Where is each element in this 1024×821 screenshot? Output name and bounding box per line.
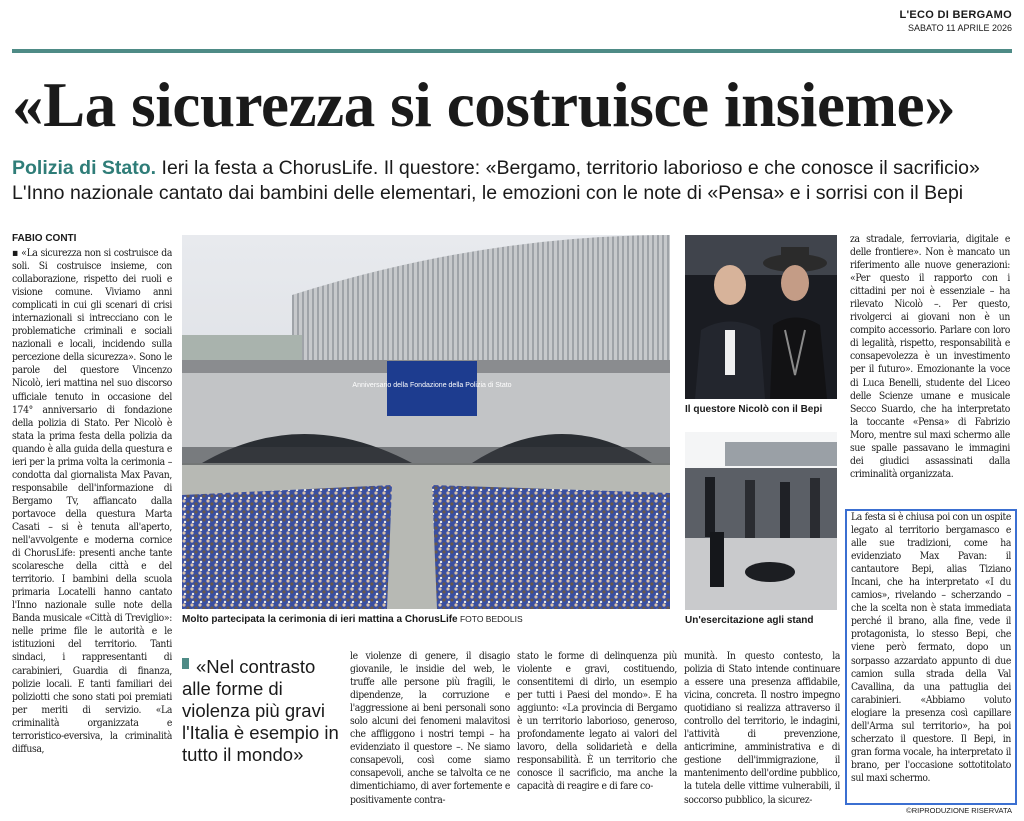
copyright-notice: ©RIPRODUZIONE RISERVATA xyxy=(906,806,1012,815)
article-column-5-highlighted: La festa si è chiusa poi con un ospite legato al territorio bergamasco e alle sue tradizioni, come ha evidenziato Max Pavan: il cantautore Bepi, alias Tiziano Incani, che ha interpretato «I du camios», rivelando – scherzando – che la scelta non è stata immediata perché il brano, alla fine, vede il protagonista, lo stesso Bepi, che viene però fermato, dopo un sorpasso azzardato appunto di due camion sulla strada della Val Cavallina, da una pattuglia dei carabinieri. «Abbiamo voluto elogiare la presenza così capillare dell'Arma sul territorio», ha poi scherzato il questore. Il Bepi, in gran forma vocale, ha interpretato il brano, per l'occasione sottotitolato sul maxi schermo. xyxy=(851,511,1011,784)
byline: FABIO CONTI xyxy=(12,233,77,244)
photo-credit: FOTO BEDOLIS xyxy=(457,614,523,624)
article-column-5: za stradale, ferroviaria, digitale e delle frontiere». Non è mancato un riferimento alle nuove generazioni: «Per questo il rapporto con i cittadini per noi è essenziale – ha rilevato Nicolò –. Per questo, rivolgerci ai giovani non è un compito accessorio. Parlare con loro di legalità, rispetto, responsabilità e consapevolezza è un investimento per il futuro». Emozionante la voce di Luca Benelli, studente del Liceo delle Scienze umane e musicale Secco Suardo, che ha interpretato la toccante «Pensa» di Fabrizio Moro, mentre sul maxi schermo alle sue spalle passavano le immagini dei giudici assassinati dalla criminalità organizzata. xyxy=(850,233,1010,480)
deck-line-2: L'Inno nazionale cantato dai bambini delle elementari, le emozioni con le note di «Pensa» e i sorrisi con il Bepi xyxy=(12,182,964,204)
questore-photo xyxy=(685,235,837,399)
article-column-4: munità. In questo contesto, la polizia di Stato intende continuare a essere una presenza affidabile, vicina, concreta. Il nostro impegno quotidiano si realizza attraverso il controllo del territorio, le indagini, l'attività di prevenzione, anticrimine, amministrativa e di gestione dell'immigrazione, il mantenimento dell'ordine pubblico, la tutela delle vittime vulnerabili, il soccorso pubblico, la sicurez- xyxy=(684,650,840,806)
questore-bepi-image xyxy=(685,235,837,399)
article-column-1: ▪ «La sicurezza non si costruisce da soli. Si costruisce insieme, con collaborazione, rispetto dei ruoli e visione comune. Viviamo anni complicati in cui gli scenari di crisi internazionali si intrecciano con le problematiche criminali e sociali nazionali e locali, incidendo sulla percezione della sicurezza». Sono le parole del questore Vincenzo Nicolò, ieri mattina nel suo discorso ufficiale tenuto in occasione del 174° anniversario di fondazione della polizia di Stato. Per Nicolò è stata la prima festa della polizia da quando è alla guida della questura e ieri per la prima volta la cerimonia – condotta dal giornalista Max Pavan, responsabile dell'informazione di Bergamo Tv, affiancato dalla portavoce della questura Marta Casati – si è tenuta all'aperto, nell'avvolgente e moderna cornice di ChorusLife: presenti anche tante scolaresche della città e del territorio. I bambini della scuola primaria Locatelli hanno cantato l'Inno nazionale sulle note della Banda musicale «Città di Treviglio»: nelle prime file le autorità e le istituzioni del territorio. Tanti sindaci, i rappresentanti di carabinieri, Guardia di finanza, polizie locali. E tanti familiari dei poliziotti che sono stati poi premiati per meriti di servizio. «La criminalità organizzata e terroristico-eversiva, la criminalità diffusa, xyxy=(12,247,172,755)
exercise-image xyxy=(685,432,837,610)
newspaper-name: L'ECO DI BERGAMO xyxy=(899,9,1012,21)
stand-photo xyxy=(685,432,837,610)
pullquote: «Nel contrasto alle forme di violenza più gravi l'Italia è esempio in tutto il mondo» xyxy=(182,656,339,765)
article-column-2: le violenze di genere, il disagio giovanile, le insidie del web, le truffe alle persone più fragili, le dipendenze, la corruzione e l'aggressione ai beni personali sono solo alcuni dei fenomeni malavitosi che affliggono i nostri tempi – ha evidenziato il questore –. Ne siamo consapevoli, così come siamo consapevoli, anche se talvolta ce ne dimentichiamo, di aver fortemente e positivamente contra- xyxy=(350,650,510,806)
deck xyxy=(12,156,1012,206)
top-rule xyxy=(12,49,1012,53)
deck-line-1: Ieri la festa a ChorusLife. Il questore: «Bergamo, territorio laborioso e che conosce il sacrificio» xyxy=(156,157,980,179)
main-photo xyxy=(182,235,670,609)
headline: «La sicurezza si costruisce insieme» xyxy=(12,70,956,140)
main-caption-text: Molto partecipata la cerimonia di ieri mattina a ChorusLife xyxy=(182,614,458,625)
questore-caption: Il questore Nicolò con il Bepi xyxy=(685,404,823,415)
deck-kicker: Polizia di Stato. xyxy=(12,157,157,179)
masthead xyxy=(899,9,1012,33)
issue-date: SABATO 11 APRILE 2026 xyxy=(907,23,1012,33)
stand-caption: Un'esercitazione agli stand xyxy=(685,615,814,626)
screen-text: Anniversario della Fondazione della Polizia di Stato xyxy=(352,382,512,389)
article-column-3: stato le forme di delinquenza più violente e gravi, costituendo, consentitemi di dirlo, un esempio per tutti i Paesi del mondo». E ha aggiunto: «La provincia di Bergamo è un territorio laborioso, generoso, profondamente legato ai valori del lavoro, della solidarietà e della responsabilità. È un territorio che conosce il sacrificio, ma anche la capacità di reagire e di fare co- xyxy=(517,650,677,793)
main-photo-caption xyxy=(182,614,523,625)
ceremony-image xyxy=(182,235,670,609)
